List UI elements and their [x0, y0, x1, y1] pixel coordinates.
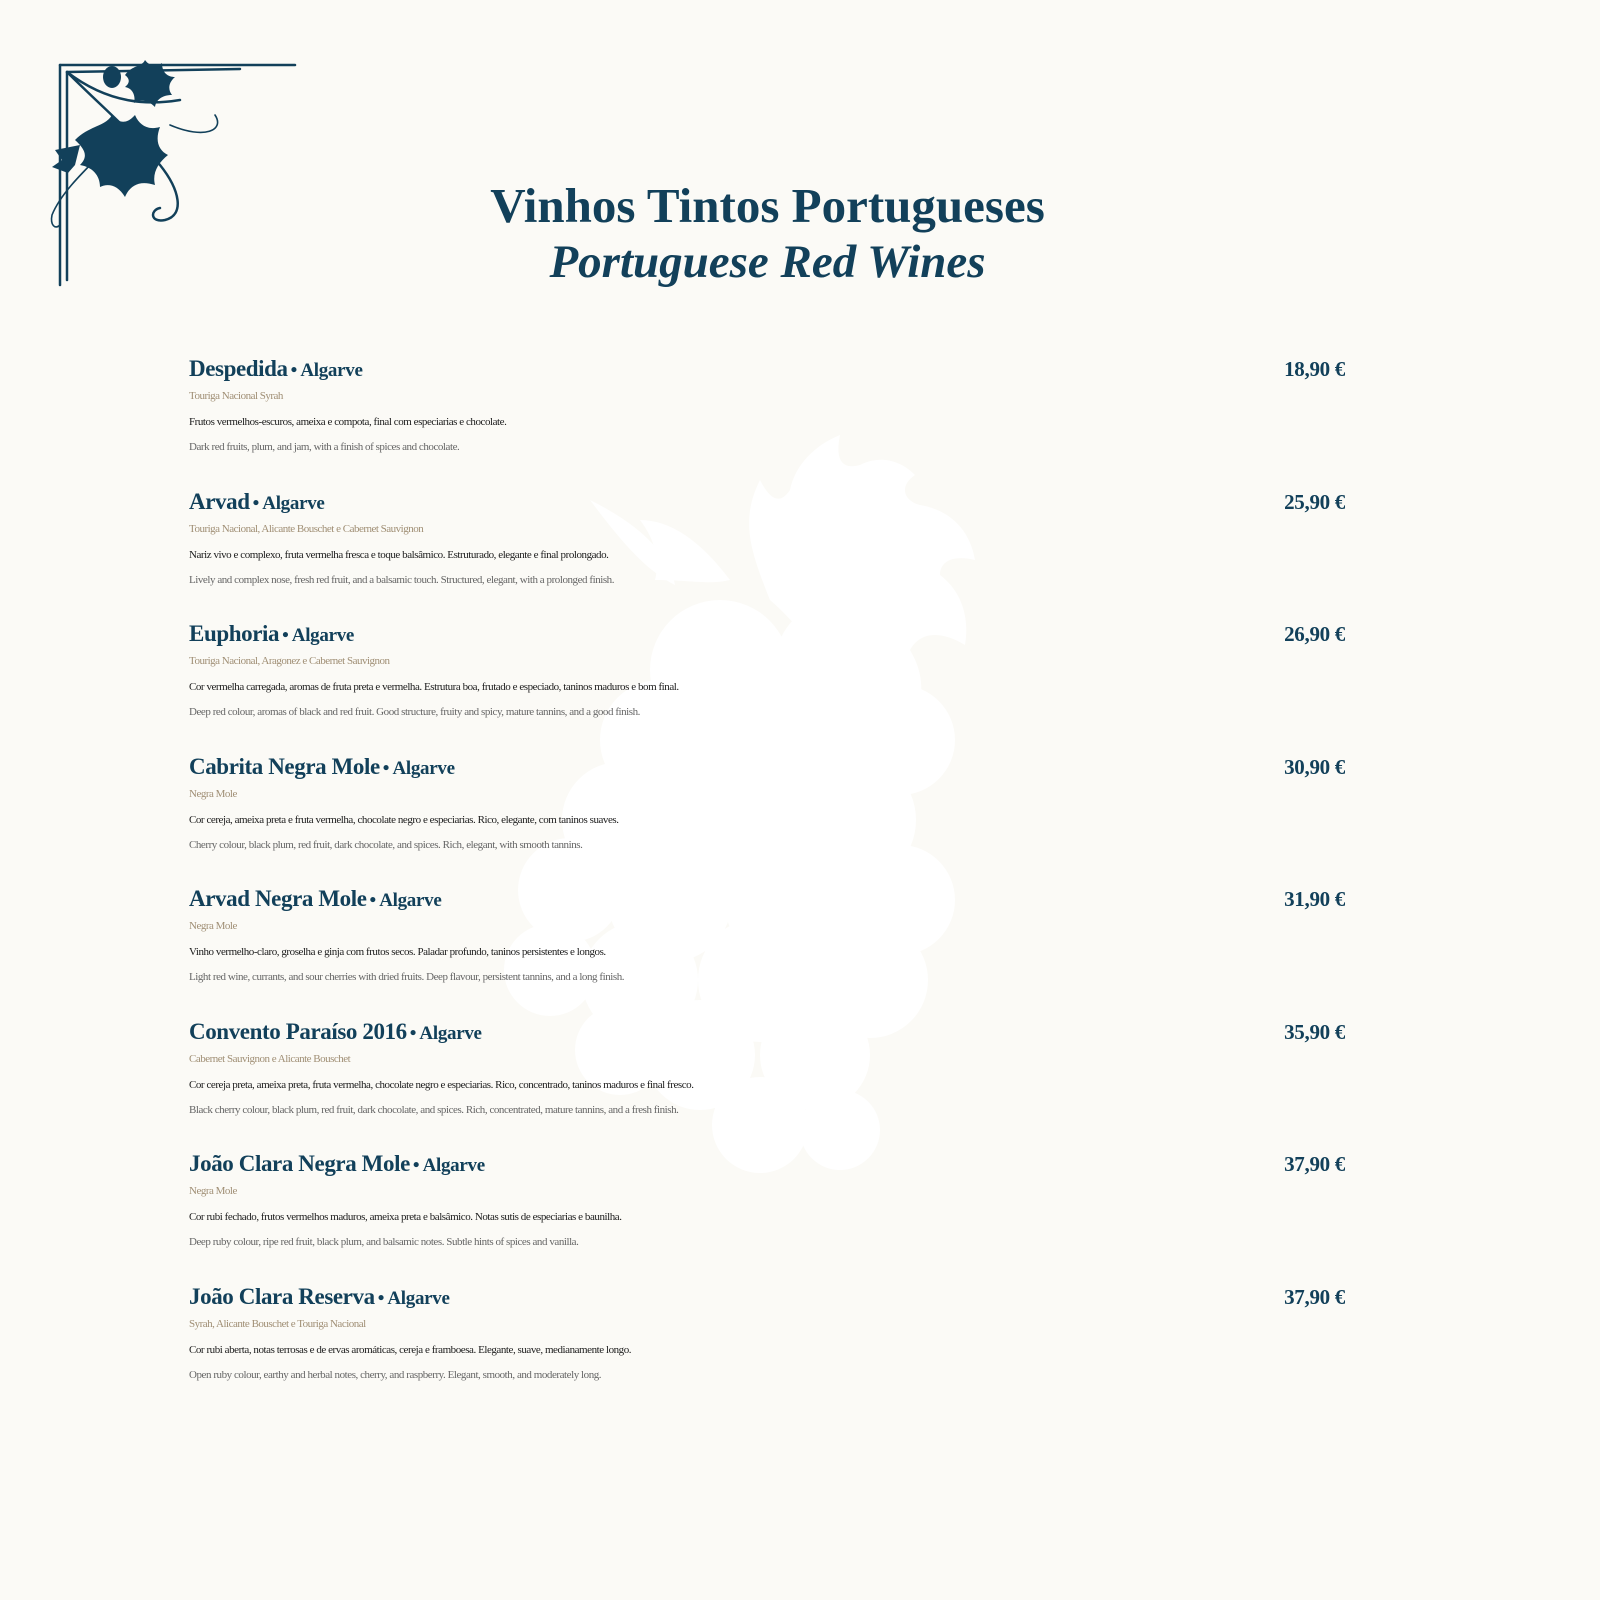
wine-grapes: Negra Mole [189, 1185, 237, 1197]
wine-description-en: Cherry colour, black plum, red fruit, dark chocolate, and spices. Rich, elegant, with smooth tannins. [189, 838, 583, 851]
wine-grapes: Negra Mole [189, 787, 237, 800]
wine-separator: • [412, 1155, 420, 1176]
wine-region: Algarve [291, 625, 355, 646]
wine-heading [189, 1282, 1349, 1312]
wine-separator: • [409, 1022, 417, 1044]
wine-description-pt: Vinho vermelho-claro, groselha e ginja com frutos secos. Paladar profundo, taninos persistentes e longos. [189, 946, 606, 958]
wine-description-pt: Cor rubi aberta, notas terrosas e de ervas aromáticas, cereja e framboesa. Elegante, suave, medianamente longo. [189, 1343, 632, 1356]
wine-separator: • [252, 492, 260, 514]
wine-price: 30,90 € [1284, 754, 1345, 779]
wine-region: Algarve [387, 1287, 450, 1309]
wine-description-pt: Cor cereja preta, ameixa preta, fruta vermelha, chocolate negro e especiarias. Rico, concentrado, taninos maduros e final fresco. [189, 1078, 694, 1091]
wine-item [189, 619, 1349, 752]
menu-header [300, 178, 1235, 290]
wine-separator: • [369, 890, 377, 911]
wine-item [189, 884, 1349, 1017]
wine-description-pt: Frutos vermelhos-escuros, ameixa e compota, final com especiarias e chocolate. [189, 416, 507, 428]
wine-heading [189, 752, 1349, 782]
wine-price: 25,90 € [1284, 489, 1345, 514]
wine-separator: • [377, 1287, 385, 1309]
wine-heading [189, 1149, 1349, 1179]
wine-region: Algarve [262, 492, 325, 514]
wine-description-en: Open ruby colour, earthy and herbal notes, cherry, and raspberry. Elegant, smooth, and moderately long. [189, 1368, 602, 1381]
wine-price: 18,90 € [1284, 357, 1345, 381]
wine-grapes: Touriga Nacional, Alicante Bouschet e Cabernet Sauvignon [189, 522, 424, 535]
wine-description-pt: Nariz vivo e complexo, fruta vermelha fresca e toque balsâmico. Estruturado, elegante e final prolongado. [189, 548, 609, 561]
page-subtitle: Portuguese Red Wines [549, 236, 986, 288]
wine-price: 31,90 € [1284, 887, 1345, 911]
wine-grapes: Touriga Nacional, Aragonez e Cabernet Sauvignon [189, 655, 390, 667]
wine-name: Cabrita Negra Mole [189, 753, 380, 779]
wine-separator: • [282, 625, 289, 646]
wine-item [189, 487, 1349, 620]
wine-region: Algarve [379, 890, 442, 911]
wine-heading [189, 884, 1349, 914]
wine-item [189, 1017, 1349, 1150]
wine-name: Arvad [189, 488, 250, 514]
wine-grapes: Cabernet Sauvignon e Alicante Bouschet [189, 1052, 351, 1065]
wine-region: Algarve [419, 1022, 482, 1044]
wine-heading [189, 619, 1349, 649]
wine-description-en: Light red wine, currants, and sour cherries with dried fruits. Deep flavour, persistent tannins, and a long finish. [189, 971, 625, 983]
page-title: Vinhos Tintos Portugueses [490, 178, 1045, 233]
wine-price: 37,90 € [1284, 1152, 1345, 1176]
grapevine-corner-ornament-icon [40, 55, 310, 295]
wine-description-en: Deep red colour, aromas of black and red fruit. Good structure, fruity and spicy, mature tannins, and a good finish. [189, 706, 640, 718]
wine-description-en: Lively and complex nose, fresh red fruit, and a balsamic touch. Structured, elegant, with a prolonged finish. [189, 573, 615, 586]
wine-name: Euphoria [189, 621, 280, 646]
wine-heading [189, 1017, 1349, 1047]
wine-region: Algarve [392, 757, 455, 779]
wine-separator: • [382, 757, 390, 779]
wine-grapes: Syrah, Alicante Bouschet e Touriga Nacional [189, 1317, 366, 1330]
wine-description-en: Deep ruby colour, ripe red fruit, black plum, and balsamic notes. Subtle hints of spices and vanilla. [189, 1236, 579, 1248]
wine-heading [189, 487, 1349, 517]
wine-description-pt: Cor rubi fechado, frutos vermelhos maduros, ameixa preta e balsâmico. Notas sutis de especiarias e baunilha. [189, 1211, 622, 1223]
wine-heading [189, 354, 1349, 384]
wine-description-en: Black cherry colour, black plum, red fruit, dark chocolate, and spices. Rich, concentrated, mature tannins, and a fresh finish. [189, 1103, 679, 1116]
wine-region: Algarve [300, 360, 363, 381]
wine-description-en: Dark red fruits, plum, and jam, with a finish of spices and chocolate. [189, 441, 460, 453]
wine-list [189, 354, 1349, 1414]
wine-item [189, 1149, 1349, 1282]
wine-grapes: Touriga Nacional Syrah [189, 390, 283, 402]
wine-price: 37,90 € [1284, 1284, 1345, 1309]
wine-name: João Clara Negra Mole [189, 1151, 410, 1176]
wine-price: 35,90 € [1284, 1019, 1345, 1044]
wine-item [189, 752, 1349, 885]
wine-name: Arvad Negra Mole [189, 886, 367, 911]
wine-region: Algarve [422, 1155, 485, 1176]
wine-name: Convento Paraíso 2016 [189, 1018, 407, 1044]
wine-item [189, 354, 1349, 487]
wine-description-pt: Cor vermelha carregada, aromas de fruta preta e vermelha. Estrutura boa, frutado e especiado, taninos maduros e bom final. [189, 681, 679, 693]
wine-name: João Clara Reserva [189, 1283, 375, 1309]
wine-description-pt: Cor cereja, ameixa preta e fruta vermelha, chocolate negro e especiarias. Rico, elegante, com taninos suaves. [189, 813, 619, 826]
wine-name: Despedida [189, 356, 288, 381]
wine-separator: • [290, 360, 298, 381]
wine-item [189, 1282, 1349, 1415]
wine-grapes: Negra Mole [189, 920, 237, 932]
wine-price: 26,90 € [1284, 622, 1345, 646]
